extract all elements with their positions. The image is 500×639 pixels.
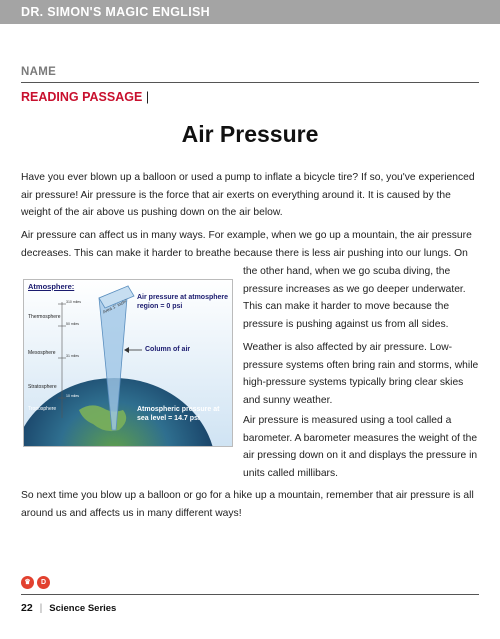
publisher-logos [21, 576, 50, 589]
brand-title: DR. SIMON'S MAGIC ENGLISH [21, 5, 210, 19]
paragraph-1: Have you ever blown up a balloon or used a pump to inflate a bicycle tire? If so, you've experienced air pressure! Air pressure is the force that air exerts on everything around it. It is caused by the weight of the air above us pushing down on the air below. [21, 172, 475, 219]
paragraph-2-intro: Air pressure can affect us in many ways. For example, when we go up a mountain, the air pressure decreases. This can make it harder to breathe because there is less air pushing into our lungs. On [21, 230, 472, 259]
top-pressure-label: Air pressure at atmosphere region = 0 psi [137, 294, 229, 310]
altitude-50: 50 miles [66, 322, 80, 326]
footer [21, 602, 116, 614]
passage-title: Air Pressure [181, 121, 319, 147]
name-line [21, 82, 479, 83]
altitude-310: 310 miles [66, 300, 81, 304]
air-column-diagram [23, 279, 233, 447]
page-number: 22 [21, 602, 33, 614]
series-name: Science Series [49, 603, 117, 614]
crown-logo-icon: ♛ [21, 576, 34, 589]
layer-thermosphere: Thermosphere [28, 314, 61, 320]
header-bar [0, 0, 500, 24]
footer-separator: | [39, 602, 43, 614]
sea-level-pressure-label: Atmospheric pressure at sea level = 14.7 psi [137, 406, 220, 422]
altitude-31: 31 miles [66, 354, 80, 358]
paragraph-2-continued: the other hand, when we go scuba diving, the pressure increases as we go deeper underwater. This can make it harder to move because the pressure is pushing against us from all sides. [243, 266, 466, 330]
name-label: NAME [21, 66, 57, 78]
section-separator: | [145, 90, 150, 104]
d-logo-icon: D [37, 576, 50, 589]
section-label [21, 90, 149, 104]
atmosphere-label: Atmosphere: [28, 282, 75, 291]
section-label-text: READING PASSAGE [21, 90, 143, 104]
paragraph-5: So next time you blow up a balloon or go for a hike up a mountain, remember that air pressure is all around us and affects us in many different ways! [21, 490, 474, 519]
footer-rule [21, 594, 479, 595]
layer-mesosphere: Mesosphere [28, 350, 56, 356]
area-label: Area 1" inch² [102, 298, 128, 315]
paragraph-4: Air pressure is measured using a tool called a barometer. A barometer measures the weight of the air pressing down on it and displays the pressure in units called millibars. [243, 415, 478, 479]
altitude-10: 10 miles [66, 394, 80, 398]
paragraph-3: Weather is also affected by air pressure. Low-pressure systems often bring rain and storms, while high-pressure systems typically bring clear skies and sunny weather. [243, 342, 479, 406]
column-of-air-label: Column of air [145, 346, 191, 353]
layer-troposphere: Troposphere [28, 406, 57, 412]
layer-stratosphere: Stratosphere [28, 384, 57, 390]
